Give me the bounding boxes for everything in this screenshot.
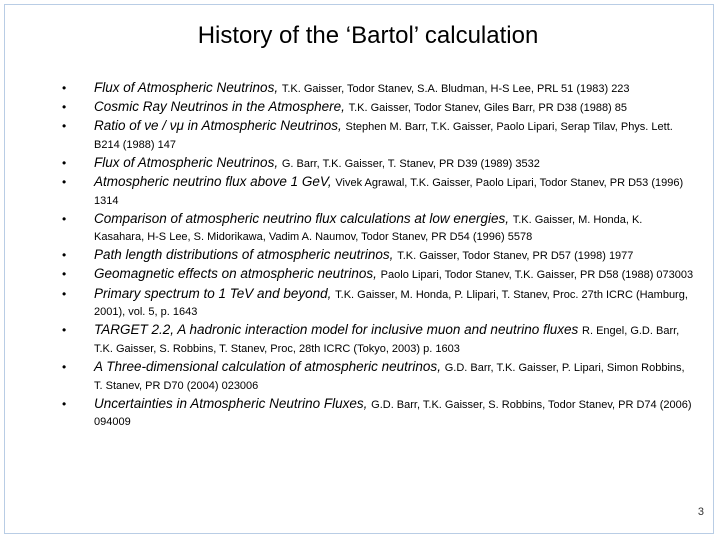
reference-separator: , [437, 358, 445, 374]
reference-title: Atmospheric neutrino flux above 1 GeV [94, 173, 328, 189]
reference-authors: R. Engel, G.D. Barr, T.K. Gaisser, S. Robbins, T. Stanev, Proc, 28th ICRC (Tokyo, 2003) p. 1603 [94, 325, 680, 355]
reference-authors: Stephen M. Barr, T.K. Gaisser, Paolo Lipari, Serap Tilav, Phys. Lett. B214 (1988) 147 [94, 121, 673, 151]
bullet-icon: • [62, 155, 67, 170]
reference-separator: , [327, 173, 336, 189]
slide-title: History of the ‘Bartol’ calculation [197, 22, 539, 49]
reference-separator: , [363, 395, 372, 411]
page-number: 3 [697, 506, 704, 518]
reference-list [62, 80, 694, 432]
reference-item [62, 359, 694, 394]
reference-authors: G. Barr, T.K. Gaisser, T. Stanev, PR D39 (1989) 3532 [281, 157, 540, 170]
reference-authors: T.K. Gaisser, Todor Stanev, S.A. Bludman, H-S Lee, PRL 51 (1983) 223 [281, 83, 630, 95]
reference-authors: G.D. Barr, T.K. Gaisser, P. Lipari, Simon Robbins, T. Stanev, PR D70 (2004) 023006 [94, 361, 685, 392]
reference-item [62, 211, 694, 246]
reference-separator: , [341, 99, 349, 115]
reference-title: Flux of Atmospheric Neutrinos [94, 154, 275, 170]
bullet-icon: • [62, 174, 67, 189]
reference-separator: , [274, 80, 282, 95]
bullet-icon: • [62, 119, 67, 134]
reference-title: A Three-dimensional calculation of atmospheric neutrinos [94, 358, 438, 374]
reference-title: TARGET 2.2, A hadronic interaction model for inclusive muon and neutrino fluxes [94, 322, 579, 338]
bullet-icon: • [62, 248, 67, 263]
bullet-icon: • [62, 323, 67, 338]
reference-authors: T.K. Gaisser, M. Honda, K. Kasahara, H-S Lee, S. Midorikawa, Vadim A. Naumov, Todor Stanev, PR D54 (1996) 5578 [94, 213, 643, 244]
reference-title: Cosmic Ray Neutrinos in the Atmosphere [94, 99, 342, 115]
reference-title: Uncertainties in Atmospheric Neutrino Fluxes [94, 395, 364, 411]
reference-item [62, 322, 694, 357]
reference-title: Comparison of atmospheric neutrino flux calculations at low energies [94, 210, 506, 226]
reference-item [62, 155, 694, 173]
reference-separator: , [505, 210, 513, 226]
reference-title: Path length distributions of atmospheric neutrinos [94, 247, 390, 263]
reference-item [62, 247, 694, 265]
reference-item [62, 266, 694, 284]
reference-item [62, 396, 694, 431]
reference-separator: , [327, 285, 336, 301]
bullet-icon: • [62, 359, 67, 374]
bullet-icon: • [62, 100, 67, 115]
reference-title: Geomagnetic effects on atmospheric neutrinos [94, 266, 374, 282]
reference-authors: G.D. Barr, T.K. Gaisser, S. Robbins, Todor Stanev, PR D74 (2006) 094009 [94, 398, 692, 429]
reference-item [62, 174, 694, 209]
reference-title: Primary spectrum to 1 TeV and beyond [94, 285, 328, 301]
reference-authors: T.K. Gaisser, Todor Stanev, Giles Barr, PR D38 (1988) 85 [348, 102, 628, 115]
reference-separator: , [338, 118, 346, 134]
bullet-icon: • [62, 396, 67, 411]
reference-item [62, 118, 694, 153]
bullet-icon: • [62, 267, 67, 282]
reference-item [62, 286, 694, 321]
reference-separator: , [373, 266, 381, 282]
reference-separator: , [274, 154, 282, 170]
reference-authors: Vivek Agrawal, T.K. Gaisser, Paolo Lipari, Todor Stanev, PR D53 (1996) 1314 [94, 176, 684, 207]
reference-title: Ratio of νe / νμ in Atmospheric Neutrinos [94, 118, 338, 134]
reference-item [62, 80, 694, 98]
bullet-icon: • [62, 211, 67, 226]
reference-authors: T.K. Gaisser, Todor Stanev, PR D57 (1998) 1977 [397, 250, 634, 263]
bullet-icon: • [62, 81, 67, 95]
reference-title: Flux of Atmospheric Neutrinos [94, 80, 275, 95]
bullet-icon: • [62, 286, 67, 301]
reference-authors: Paolo Lipari, Todor Stanev, T.K. Gaisser, PR D58 (1988) 073003 [380, 269, 694, 282]
reference-item [62, 99, 694, 117]
reference-authors: T.K. Gaisser, M. Honda, P. Llipari, T. Stanev, Proc. 27th ICRC (Hamburg, 2001), vol. 5, p. 1643 [94, 288, 688, 319]
reference-separator: , [389, 247, 398, 263]
